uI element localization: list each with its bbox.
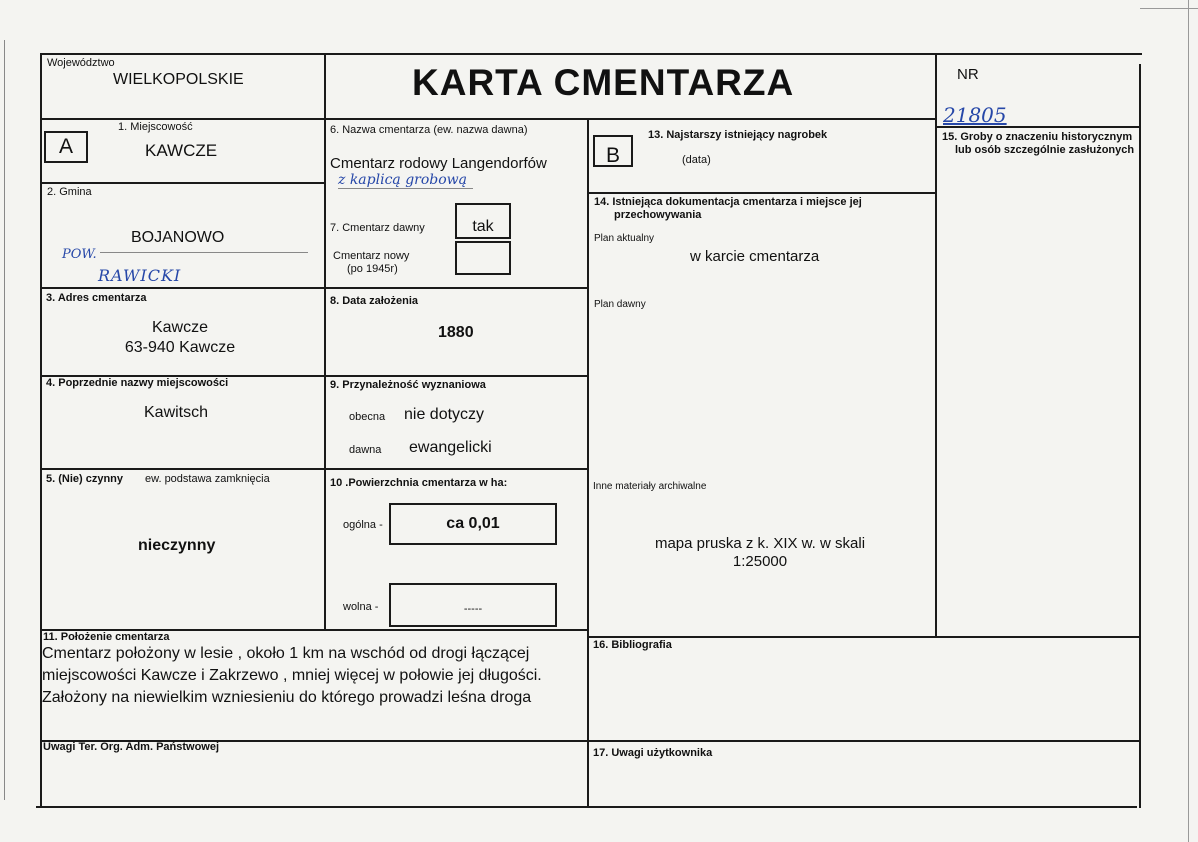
scan-left-edge [4,40,5,800]
inne-value-line1: mapa pruska z k. XIX w. w skali [654,535,866,552]
f16-label: 16. Bibliografia [593,639,672,651]
plan-aktualny-label: Plan aktualny [594,233,655,244]
f9-label: 9. Przynależność wyznaniowa [330,379,486,391]
f5-value: nieczynny [138,537,216,554]
f14-label-line1: 14. Istniejąca dokumentacja cmentarza i miejsce jej [594,196,862,208]
nr-label: NR [957,66,979,83]
section-a-letter-box [44,131,88,163]
f10-ogolna-label: ogólna - [343,519,383,531]
f7-nowy-box [455,241,511,275]
f13-label: 13. Najstarszy istniejący nagrobek [648,129,828,141]
f7-dawny-value: tak [472,218,494,235]
f2-value: BOJANOWO [131,229,225,246]
f7-nowy-label-line2: (po 1945r) [347,263,398,275]
scan-top-edge [1140,8,1198,9]
f10-wolna-label: wolna - [343,601,379,613]
f3-label: 3. Adres cmentarza [46,292,147,304]
f2-handwritten-pow: POW. [62,247,97,262]
rule-col2 [587,118,589,808]
f5-sublabel: ew. podstawa zamknięcia [145,473,270,485]
f4-value: Kawitsch [144,404,209,421]
f7-label: 7. Cmentarz dawny [330,222,425,234]
f11-label: 11. Położenie cmentarza [43,631,170,643]
plan-dawny-label: Plan dawny [594,299,646,310]
f3-value-line1: Kawcze [151,319,209,336]
inne-value-line2: 1:25000 [732,553,788,570]
f9-dawna-value: ewangelicki [409,439,492,456]
f11-line2: miejscowości Kawcze i Zakrzewo , mniej więcej w połowie jej długości. [42,667,542,684]
f1-label: 1. Miejscowość [118,121,193,133]
nr-handwritten: 21805 [943,103,1007,127]
wojewodztwo-label: Województwo [47,57,115,69]
f2-label: 2. Gmina [47,186,92,198]
f6-label: 6. Nazwa cmentarza (ew. nazwa dawna) [330,124,528,136]
f7-dawny-box [455,203,511,239]
rule-b13-bottom [589,192,937,194]
f9-dawna-label: dawna [349,444,382,456]
f14-label-line2: przechowywania [614,209,702,221]
rule-header-bottom [40,118,936,120]
f9-obecna-value: nie dotyczy [404,406,485,423]
scan-right-edge [1188,0,1189,842]
section-b-letter-box [593,135,633,167]
rule-col3 [935,55,937,637]
plan-aktualny-value: w karcie cmentarza [690,248,820,265]
rule-col1 [324,53,326,630]
section-a-letter: A [58,135,73,158]
inne-label: Inne materiały archiwalne [593,481,707,492]
f15-label-line2: lub osób szczególnie zasłużonych [955,144,1135,156]
f5-label: 5. (Nie) czynny [46,473,124,485]
f10-ogolna-box [389,503,557,545]
wojewodztwo-value: WIELKOPOLSKIE [113,71,244,88]
f15-label-line1: 15. Groby o znaczeniu historycznym [942,131,1133,143]
frame-top [40,53,1142,55]
f8-label: 8. Data założenia [330,295,419,307]
uwagi-ter-label: Uwagi Ter. Org. Adm. Państwowej [43,741,220,753]
rule-f2-underline [100,252,308,253]
f11-line1: Cmentarz położony w lesie , około 1 km na wschód od drogi łączącej [42,645,530,662]
rule-f4-bottom [40,468,588,470]
f8-value: 1880 [438,324,474,341]
f3-value-line2: 63-940 Kawcze [124,339,236,356]
f17-label: 17. Uwagi użytkownika [593,747,713,759]
f10-wolna-value: ----- [463,603,483,615]
f10-wolna-box [389,583,557,627]
rule-f2-bottom [40,287,588,289]
f13-sublabel: (data) [682,154,711,166]
f4-label: 4. Poprzednie nazwy miejscowości [46,377,229,389]
f2-handwritten-county: RAWICKI [98,266,182,285]
f1-value: KAWCZE [145,141,218,160]
f10-ogolna-value: ca 0,01 [446,515,500,532]
f10-label: 10 .Powierzchnia cmentarza w ha: [330,477,508,489]
f9-obecna-label: obecna [349,411,386,423]
frame-right [1139,64,1141,808]
rule-b-bottom [589,636,1140,638]
section-b-letter: B [605,144,620,167]
f11-line3: Założony na niewielkim wzniesieniu do którego prowadzi leśna droga [42,689,532,706]
f6-handwritten: z kaplicą grobową [338,172,473,189]
rule-f1-bottom [40,182,326,184]
form-title: KARTA CMENTARZA [412,62,795,103]
f7-nowy-label-line1: Cmentarz nowy [333,250,410,262]
f6-value: Cmentarz rodowy Langendorfów [330,155,547,172]
